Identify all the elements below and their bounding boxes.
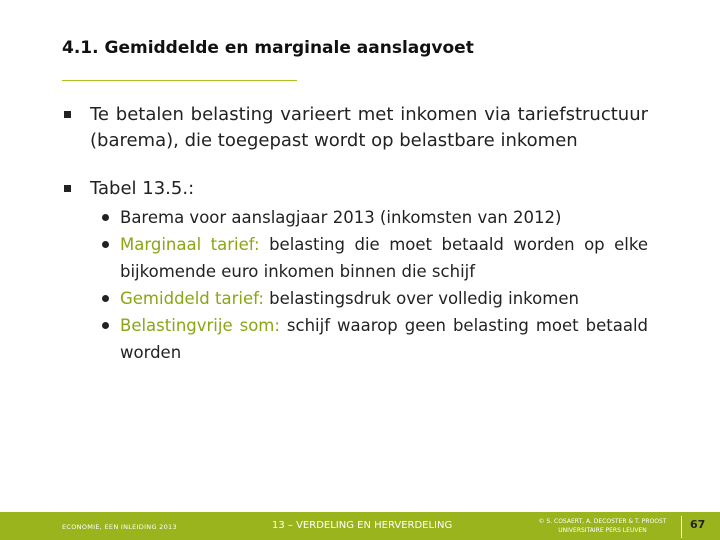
sub-bullet-term: Gemiddeld tarief: [120, 289, 264, 308]
footer-publisher: UNIVERSITAIRE PERS LEUVEN [558, 527, 647, 534]
footer-copyright [520, 517, 685, 535]
sub-bullet-text: Barema voor aanslagjaar 2013 (inkomsten van 2012) [120, 208, 562, 227]
page-number: 67 [690, 518, 706, 531]
bullet-text: Te betalen belasting varieert met inkomen via tariefstructuur (barema), die toegepast wordt op belastbare inkomen [90, 104, 648, 151]
footer-chapter-title: 13 – VERDELING EN HERVERDELING [272, 520, 453, 531]
sub-bullet-item [62, 231, 648, 285]
sub-bullet-text: belastingsdruk over volledig inkomen [263, 289, 579, 308]
sub-bullet-list [62, 204, 648, 366]
bullet-item [62, 176, 648, 202]
round-bullet-icon [102, 214, 109, 221]
sub-bullet-text: schijf waarop geen belasting moet betaald worden [120, 316, 649, 362]
sub-bullet-item [62, 204, 648, 231]
round-bullet-icon [102, 295, 109, 302]
bullet-text: Tabel 13.5.: [90, 178, 195, 199]
bullet-list [62, 102, 648, 366]
sub-bullet-item [62, 285, 648, 312]
square-bullet-icon [64, 111, 71, 118]
footer-divider [681, 516, 682, 538]
square-bullet-icon [64, 185, 71, 192]
slide-footer [0, 512, 720, 540]
round-bullet-icon [102, 322, 109, 329]
round-bullet-icon [102, 241, 109, 248]
sub-bullet-text: belasting die moet betaald worden op elke bijkomende euro inkomen binnen die schijf [120, 235, 648, 281]
title-underline [62, 80, 297, 81]
sub-bullet-term: Belastingvrije som: [120, 316, 280, 335]
slide-title: 4.1. Gemiddelde en marginale aanslagvoet [62, 38, 474, 58]
sub-bullet-term: Marginaal tarief: [120, 235, 260, 254]
bullet-item [62, 102, 648, 154]
footer-authors: © S. COSAERT, A. DECOSTER & T. PROOST [538, 518, 667, 525]
footer-course-title: ECONOMIE, EEN INLEIDING 2013 [62, 523, 177, 531]
sub-bullet-item [62, 312, 648, 366]
